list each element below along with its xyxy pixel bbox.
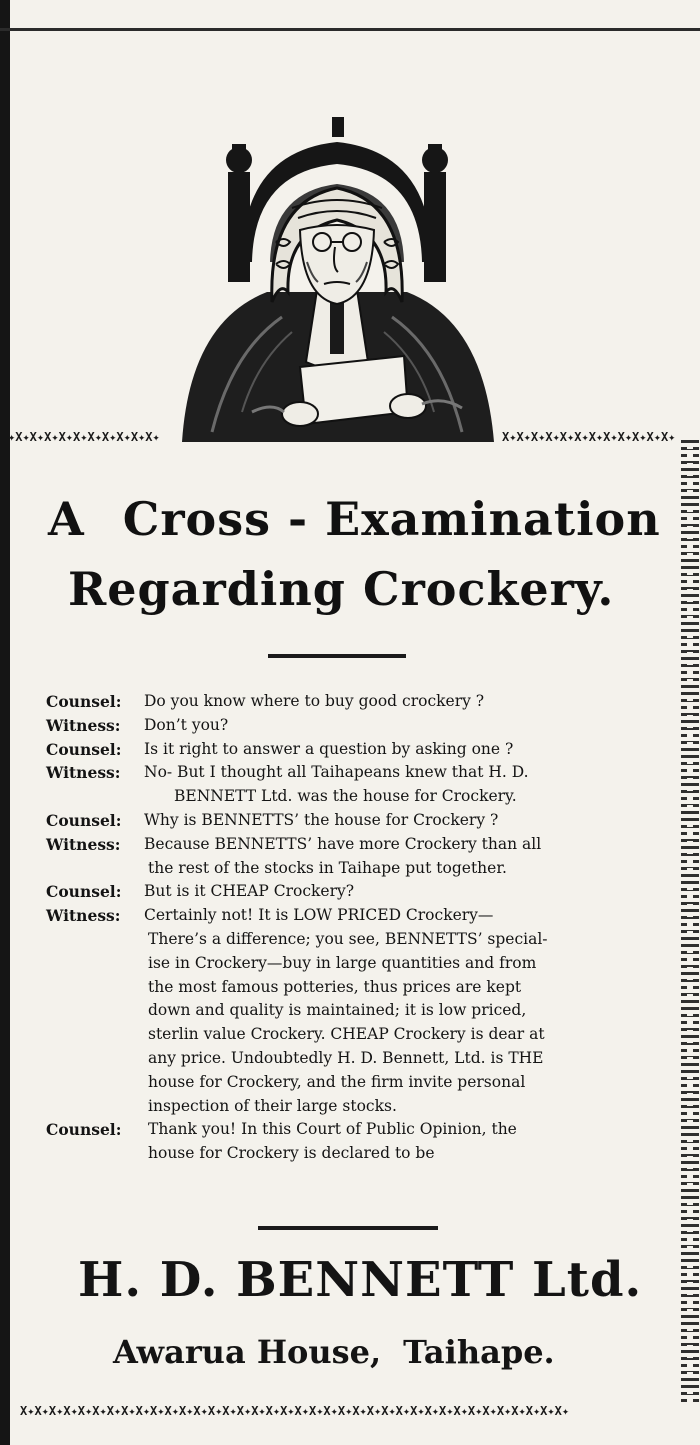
speech: house for Crockery is declared to be [148, 1144, 435, 1163]
dialogue-block [46, 690, 646, 1166]
border-pattern-top-left: ✦X✦X✦X✦X✦X✦X✦X✦X✦X✦X✦ [8, 430, 160, 444]
dialogue-line [46, 714, 646, 738]
dialogue-line [46, 690, 646, 714]
dialogue-line [46, 738, 646, 762]
speech: Don’t you? [144, 715, 229, 734]
speech: inspection of their large stocks. [148, 1096, 397, 1115]
speech: sterlin value Crockery. CHEAP Crockery is dear at [148, 1025, 545, 1044]
address-house: Awarua House, [113, 1333, 382, 1371]
speech: Why is BENNETTS’ the house for Crockery ? [144, 810, 499, 829]
dialogue-line [46, 809, 646, 833]
dialogue-line [46, 785, 646, 809]
firm-address [113, 1333, 593, 1371]
speech: Because BENNETTS’ have more Crockery than all [144, 834, 542, 853]
speaker: Counsel: [46, 882, 122, 902]
speech: house for Crockery, and the firm invite personal [148, 1072, 526, 1091]
speech: Is it right to answer a question by asking one ? [144, 739, 514, 758]
dialogue-line [46, 1118, 646, 1142]
dialogue-line [46, 1047, 646, 1071]
speaker: Witness: [46, 763, 121, 783]
speech: any price. Undoubtedly H. D. Bennett, Ltd. is THE [148, 1048, 544, 1067]
speaker: Witness: [46, 834, 121, 854]
dialogue-line [46, 1071, 646, 1095]
speaker: Counsel: [46, 810, 122, 830]
speech: down and quality is maintained; it is low priced, [148, 1001, 527, 1020]
dialogue-line [46, 857, 646, 881]
speech: Do you know where to buy good crockery ? [144, 692, 485, 710]
dialogue-line [46, 1142, 646, 1166]
speech: BENNETT Ltd. was the house for Crockery. [174, 787, 517, 806]
speech: No- But I thought all Taihapeans knew that H. D. [144, 763, 529, 782]
page-left-edge [0, 0, 10, 1445]
headline-line-1 [48, 492, 661, 546]
speaker: Witness: [46, 715, 121, 735]
headline-cross-examination: Cross - Examination [122, 492, 661, 546]
speaker: Counsel: [46, 739, 122, 759]
judge-illustration [172, 112, 502, 442]
speech: the rest of the stocks in Taihape put together. [148, 858, 507, 877]
speaker: Counsel: [46, 692, 122, 711]
dialogue-line [46, 761, 646, 785]
divider-rule-bottom [258, 1226, 438, 1230]
speech: Thank you! In this Court of Public Opinion, the [148, 1120, 517, 1139]
headline-line-2: Regarding Crockery. [68, 562, 615, 616]
dialogue-line [46, 1023, 646, 1047]
dialogue-line [46, 999, 646, 1023]
speech: Certainly not! It is LOW PRICED Crockery— [144, 906, 494, 925]
speech: But is it CHEAP Crockery? [144, 882, 355, 901]
speech: the most famous potteries, thus prices are kept [148, 977, 522, 996]
speaker: Witness: [46, 906, 121, 926]
speaker: Counsel: [46, 1120, 122, 1140]
dialogue-line [46, 880, 646, 904]
border-pattern-bottom: X✦X✦X✦X✦X✦X✦X✦X✦X✦X✦X✦X✦X✦X✦X✦X✦X✦X✦X✦X✦X✦X✦X✦X✦X✦X✦X✦X✦X✦X✦X✦X✦X✦X✦X✦X✦X✦X✦ [20, 1404, 570, 1418]
dialogue-line [46, 928, 646, 952]
dialogue-line [46, 904, 646, 928]
firm-name: H. D. BENNETT Ltd. [78, 1252, 643, 1308]
dialogue-line [46, 833, 646, 857]
dialogue-line [46, 976, 646, 1000]
border-pattern-right [681, 440, 699, 1405]
speech: There’s a difference; you see, BENNETTS’ special- [148, 929, 548, 948]
dialogue-line [46, 952, 646, 976]
border-pattern-top-right: X✦X✦X✦X✦X✦X✦X✦X✦X✦X✦X✦X✦ [502, 430, 676, 444]
top-rule [0, 28, 700, 31]
headline-word-a: A [48, 492, 85, 546]
speech: ise in Crockery—buy in large quantities and from [148, 953, 537, 972]
divider-rule-top [268, 654, 406, 658]
dialogue-line [46, 1095, 646, 1119]
address-town: Taihape. [403, 1333, 555, 1371]
